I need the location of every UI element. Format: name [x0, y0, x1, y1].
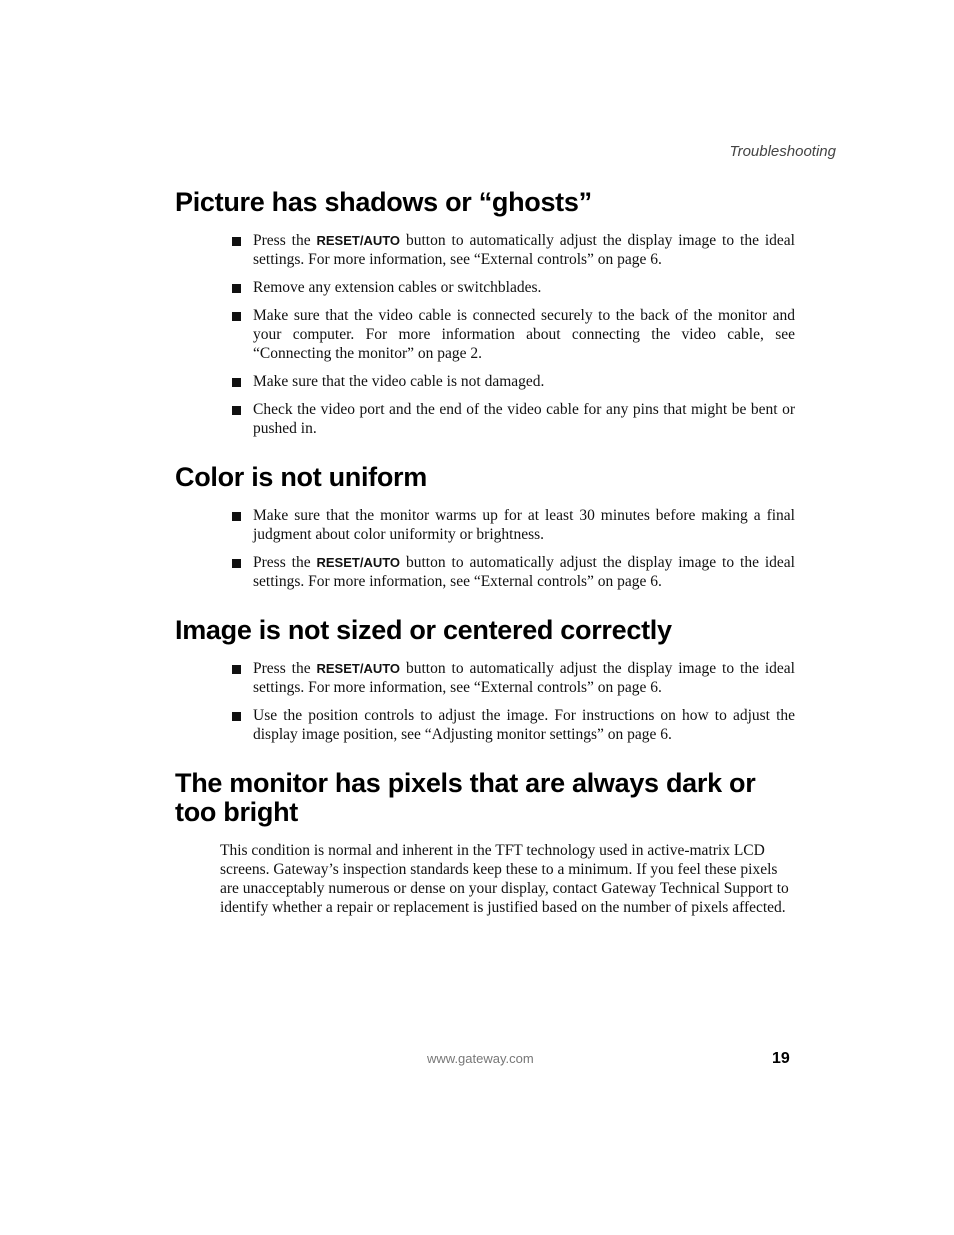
section-heading-ghosts: Picture has shadows or “ghosts”	[175, 187, 592, 217]
square-bullet-icon	[232, 559, 241, 568]
list-item	[175, 506, 795, 544]
item-text: Remove any extension cables or switchblades.	[253, 279, 542, 296]
item-text: button to automatically adjust the display image to the ideal settings. For more information, see “External controls” on page 6.	[253, 232, 795, 268]
item-text: Press the	[253, 660, 317, 677]
item-text: Press the	[253, 232, 317, 249]
item-text: button to automatically adjust the display image to the ideal settings. For more information, see “External controls” on page 6.	[253, 660, 795, 696]
section-heading-sizing: Image is not sized or centered correctly	[175, 615, 672, 645]
section-heading-color: Color is not uniform	[175, 462, 427, 492]
item-text: Make sure that the video cable is not damaged.	[253, 373, 545, 390]
bullet-list-sizing	[175, 659, 795, 744]
item-text: button to automatically adjust the display image to the ideal settings. For more information, see “External controls” on page 6.	[253, 554, 795, 590]
list-item	[175, 306, 795, 363]
section-heading-pixels: The monitor has pixels that are always dark or too bright	[175, 768, 756, 827]
square-bullet-icon	[232, 378, 241, 387]
square-bullet-icon	[232, 312, 241, 321]
bullet-list-color	[175, 506, 795, 591]
body-paragraph-pixels: This condition is normal and inherent in the TFT technology used in active-matrix LCD screens. Gateway’s inspection standards keep these to a minimum. If you feel these pixels are unacceptably numerous or dense on your display, contact Gateway Technical Support to identify whether a repair or replacement is justified based on the number of pixels affected.	[220, 842, 789, 916]
bullet-list-ghosts	[175, 231, 795, 438]
square-bullet-icon	[232, 406, 241, 415]
running-head: Troubleshooting	[729, 143, 836, 160]
page-content	[175, 188, 795, 917]
item-text: Use the position controls to adjust the image. For instructions on how to adjust the display image position, see “Adjusting monitor settings” on page 6.	[253, 707, 795, 743]
square-bullet-icon	[232, 712, 241, 721]
list-item	[175, 706, 795, 744]
list-item	[175, 231, 795, 269]
item-text: Press the	[253, 554, 317, 571]
item-text: Make sure that the video cable is connected securely to the back of the monitor and your computer. For more information about connecting the video cable, see “Connecting the monitor” on page 2.	[253, 307, 795, 362]
list-item	[175, 278, 795, 297]
list-item	[175, 400, 795, 438]
list-item	[175, 659, 795, 697]
item-text: Make sure that the monitor warms up for at least 30 minutes before making a final judgment about color uniformity or brightness.	[253, 507, 795, 543]
page-number: 19	[772, 1050, 790, 1067]
item-text: Check the video port and the end of the video cable for any pins that might be bent or pushed in.	[253, 401, 795, 437]
reset-auto-button-label: RESET/AUTO	[316, 555, 401, 570]
square-bullet-icon	[232, 512, 241, 521]
list-item	[175, 553, 795, 591]
list-item	[175, 372, 795, 391]
footer-url: www.gateway.com	[427, 1051, 534, 1066]
square-bullet-icon	[232, 237, 241, 246]
reset-auto-button-label: RESET/AUTO	[316, 233, 401, 248]
square-bullet-icon	[232, 665, 241, 674]
reset-auto-button-label: RESET/AUTO	[316, 661, 401, 676]
square-bullet-icon	[232, 284, 241, 293]
